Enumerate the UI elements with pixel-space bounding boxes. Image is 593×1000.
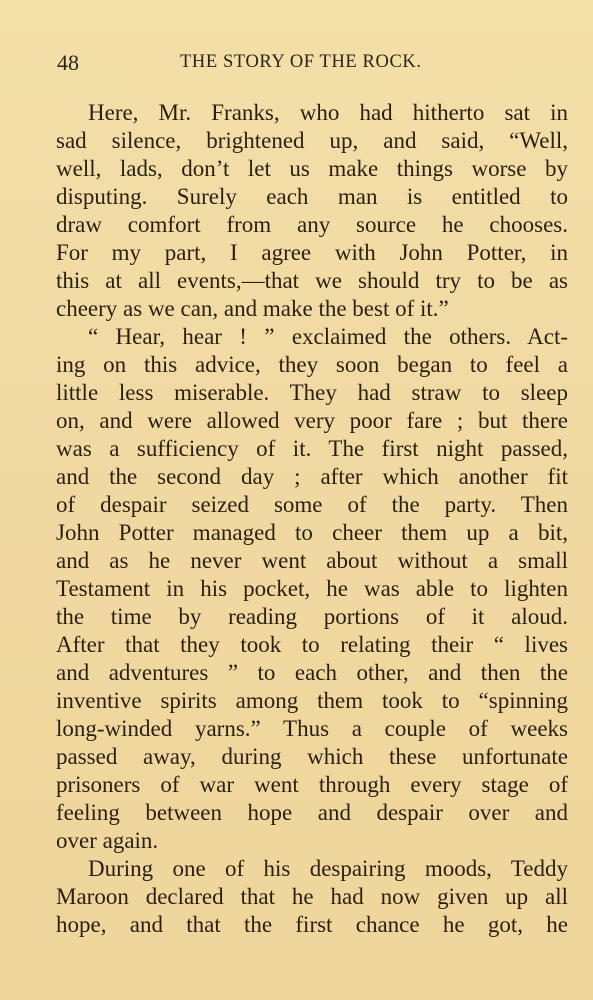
text-line: After that they took to relating their “ lives	[56, 632, 568, 657]
text-line: on, and were allowed very poor fare ; but there	[56, 408, 568, 433]
text-line: and as he never went about without a small	[56, 548, 568, 573]
text-line: feeling between hope and despair over and	[56, 800, 568, 825]
text-line: During one of his despairing moods, Teddy	[88, 856, 568, 881]
text-line: cheery as we can, and make the best of it.”	[56, 296, 449, 321]
text-line: “ Hear, hear ! ” exclaimed the others. Act-	[88, 324, 568, 349]
text-line: hope, and that the first chance he got, he	[56, 912, 568, 937]
text-line: passed away, during which these unfortunate	[56, 744, 568, 769]
text-line: prisoners of war went through every stage of	[56, 772, 568, 797]
text-line: sad silence, brightened up, and said, “Well,	[56, 128, 568, 153]
text-line: inventive spirits among them took to “spinning	[56, 688, 568, 713]
text-line: For my part, I agree with John Potter, in	[56, 240, 568, 265]
text-line: ing on this advice, they soon began to feel a	[56, 352, 568, 377]
text-line: the time by reading portions of it aloud.	[56, 604, 568, 629]
text-line: draw comfort from any source he chooses.	[56, 212, 568, 237]
text-line: and adventures ” to each other, and then the	[56, 660, 568, 685]
text-line: disputing. Surely each man is entitled to	[56, 184, 568, 209]
text-line: Here, Mr. Franks, who had hitherto sat in	[88, 100, 568, 125]
text-line: well, lads, don’t let us make things worse by	[56, 156, 568, 181]
running-title: THE STORY OF THE ROCK.	[180, 52, 422, 72]
page-number: 48	[57, 50, 79, 75]
text-line: this at all events,—that we should try to be as	[56, 268, 568, 293]
text-line: was a sufficiency of it. The first night passed,	[56, 436, 568, 461]
text-line: and the second day ; after which another fit	[56, 464, 568, 489]
text-line: John Potter managed to cheer them up a bit,	[56, 520, 568, 545]
text-line: long-winded yarns.” Thus a couple of weeks	[56, 716, 568, 741]
text-line: Maroon declared that he had now given up all	[56, 884, 568, 909]
text-line: Testament in his pocket, he was able to lighten	[56, 576, 568, 601]
text-line: little less miserable. They had straw to sleep	[56, 380, 568, 405]
text-line: of despair seized some of the party. Then	[56, 492, 568, 517]
text-line: over again.	[56, 828, 159, 853]
